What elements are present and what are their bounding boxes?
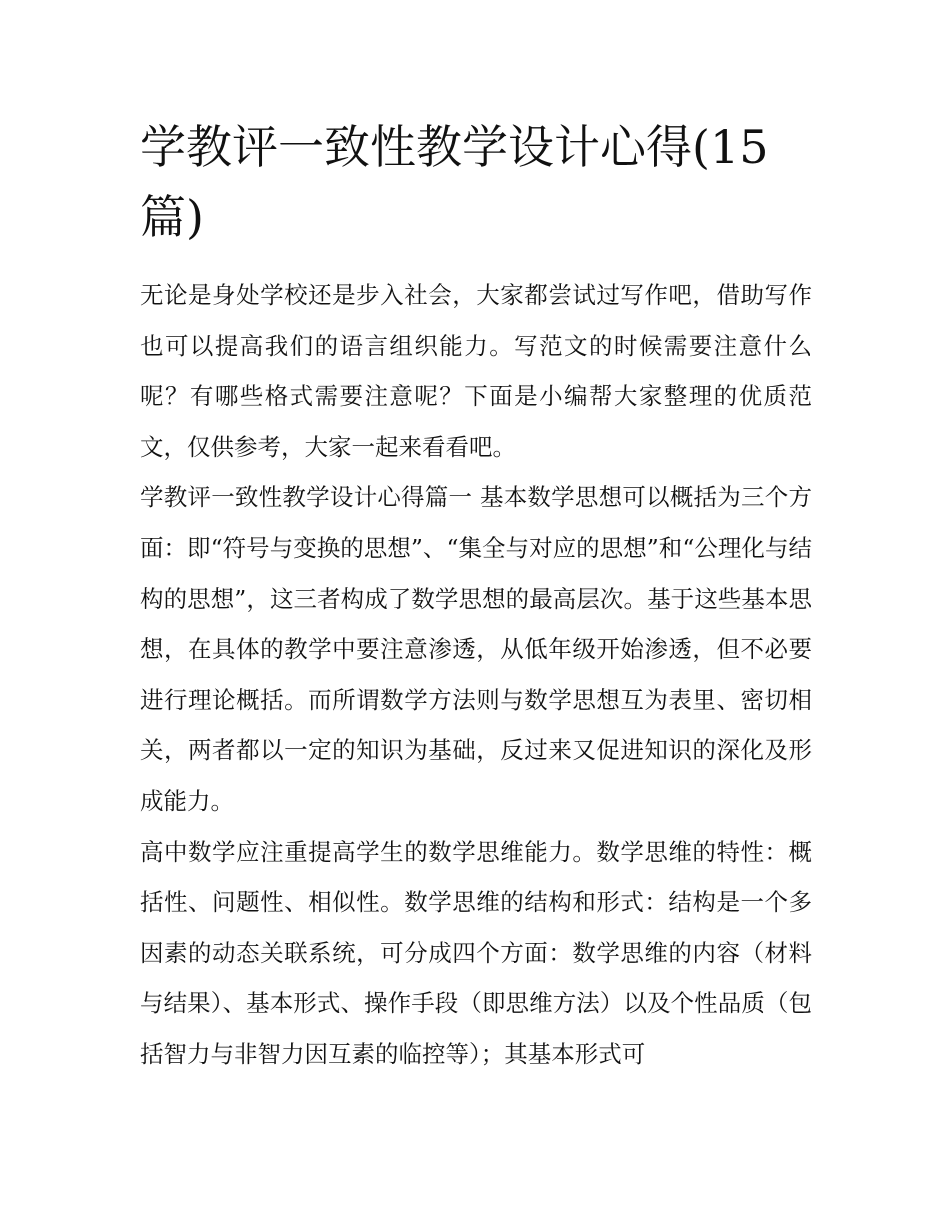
paragraph-intro: 无论是身处学校还是步入社会，大家都尝试过写作吧，借助写作也可以提高我们的语言组织能力。写范文的时候需要注意什么呢？有哪些格式需要注意呢？下面是小编帮大家整理的优质范文，仅供参考，大家一起来看看吧。 [140, 281, 812, 461]
paragraph-math-thinking: 高中数学应注重提高学生的数学思维能力。数学思维的特性：概括性、问题性、相似性。数学思维的结构和形式：结构是一个多因素的动态关联系统，可分成四个方面：数学思维的内容（材料与结果）、基本形式、操作手段（即思维方法）以及个性品质（包括智力与非智力因互素的临控等）；其基本形式可 [140, 837, 812, 1068]
paragraph-section-one: 学教评一致性教学设计心得篇一 基本数学思想可以概括为三个方面：即“符号与变换的思想”、“集全与对应的思想”和“公理化与结构的思想”，这三者构成了数学思想的最高层次。基于这些基本思想，在具体的教学中要注意渗透，从低年级开始渗透，但不必要进行理论概括。而所谓数学方法则与数学思想互为表里、密切相关，两者都以一定的知识为基础，反过来又促进知识的深化及形成能力。 [140, 483, 812, 815]
document-page [140, 112, 812, 1080]
document-title: 学教评一致性教学设计心得(15篇) [140, 120, 769, 244]
